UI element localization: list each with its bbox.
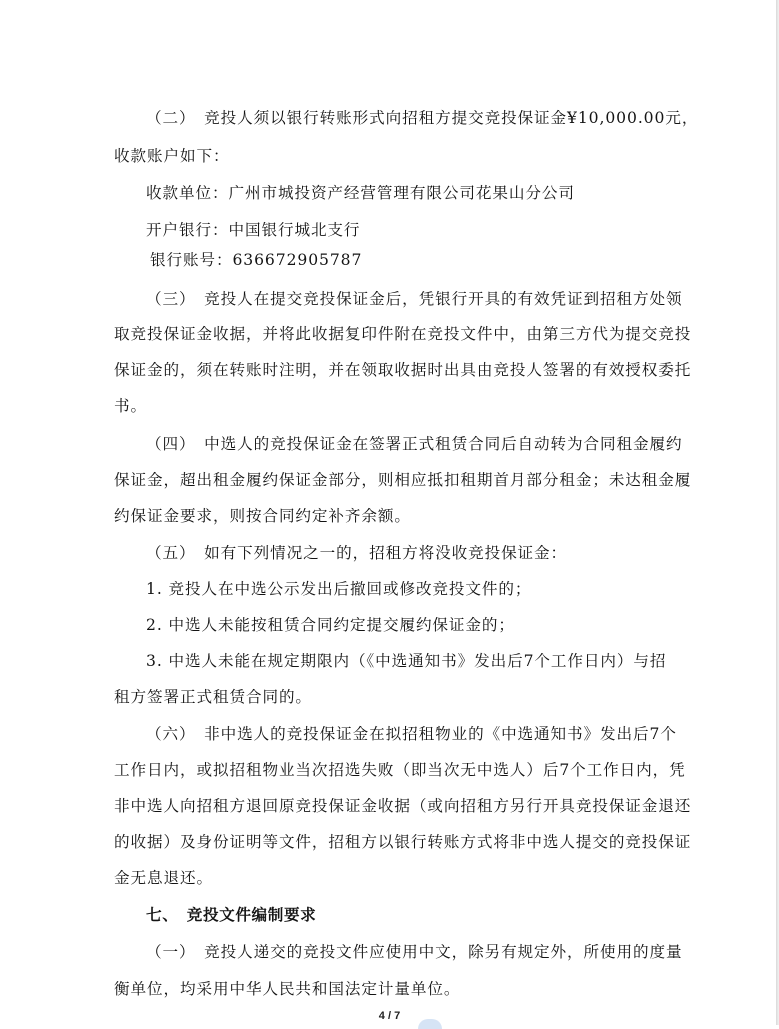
para-6-line-4: 的收据）及身份证明等文件，招租方以银行转账方式将非中选人提交的竞投保证 [114,833,692,851]
section-heading: 七、 竞投文件编制要求 [146,906,317,924]
para-4-line-2: 保证金，超出租金履约保证金部分，则相应抵扣租期首月部分租金；未达租金履 [114,471,692,489]
para-3-line-3: 保证金的，须在转账时注明，并在领取收据时出具由竞投人签署的有效授权委托 [114,361,692,379]
item-3-line-2: 租方签署正式租赁合同的。 [114,688,312,706]
section-7-para-1-line-2: 衡单位，均采用中华人民共和国法定计量单位。 [114,980,461,998]
para-2-line-2: 收款账户如下： [114,147,230,165]
para-4-line-3: 约保证金要求，则按合同约定补齐余额。 [114,507,411,525]
para-6-line-1: （六） 非中选人的竞投保证金在拟招租物业的《中选通知书》发出后7个 [146,725,677,743]
para-3-line-1: （三） 竞投人在提交竞投保证金后，凭银行开具的有效凭证到招租方处领 [146,290,683,308]
page-number: 4 / 7 [378,1010,401,1022]
para-5-line-1: （五） 如有下列情况之一的，招租方将没收竞投保证金： [146,544,568,562]
account-line: 银行账号：636672905787 [150,251,363,269]
scroll-indicator [418,1019,442,1029]
item-3-line-1: 3. 中选人未能在规定期限内（《中选通知书》发出后7个工作日内）与招 [146,652,667,670]
para-2-line-1: （二） 竞投人须以银行转账形式向招租方提交竞投保证金¥10,000.00元， [146,109,699,127]
section-7-para-1-line-1: （一） 竞投人递交的竞投文件应使用中文，除另有规定外，所使用的度量 [146,943,683,961]
para-6-line-5: 金无息退还。 [114,869,213,887]
para-4-line-1: （四） 中选人的竞投保证金在签署正式租赁合同后自动转为合同租金履约 [146,435,683,453]
item-2: 2. 中选人未能按租赁合同约定提交履约保证金的； [146,616,515,634]
para-3-line-4: 书。 [114,397,147,415]
para-6-line-3: 非中选人向招租方退回原竞投保证金收据（或向招租方另行开具竞投保证金退还 [114,797,692,815]
payee-line: 收款单位：广州市城投资产经营管理有限公司花果山分公司 [146,184,575,202]
para-3-line-2: 取竞投保证金收据，并将此收据复印件附在竞投文件中，由第三方代为提交竞投 [114,325,692,343]
bank-line: 开户银行：中国银行城北支行 [146,221,361,239]
item-1: 1. 竞投人在中选公示发出后撤回或修改竞投文件的； [146,580,532,598]
para-6-line-2: 工作日内，或拟招租物业当次招选失败（即当次无中选人）后7个工作日内，凭 [114,761,686,779]
